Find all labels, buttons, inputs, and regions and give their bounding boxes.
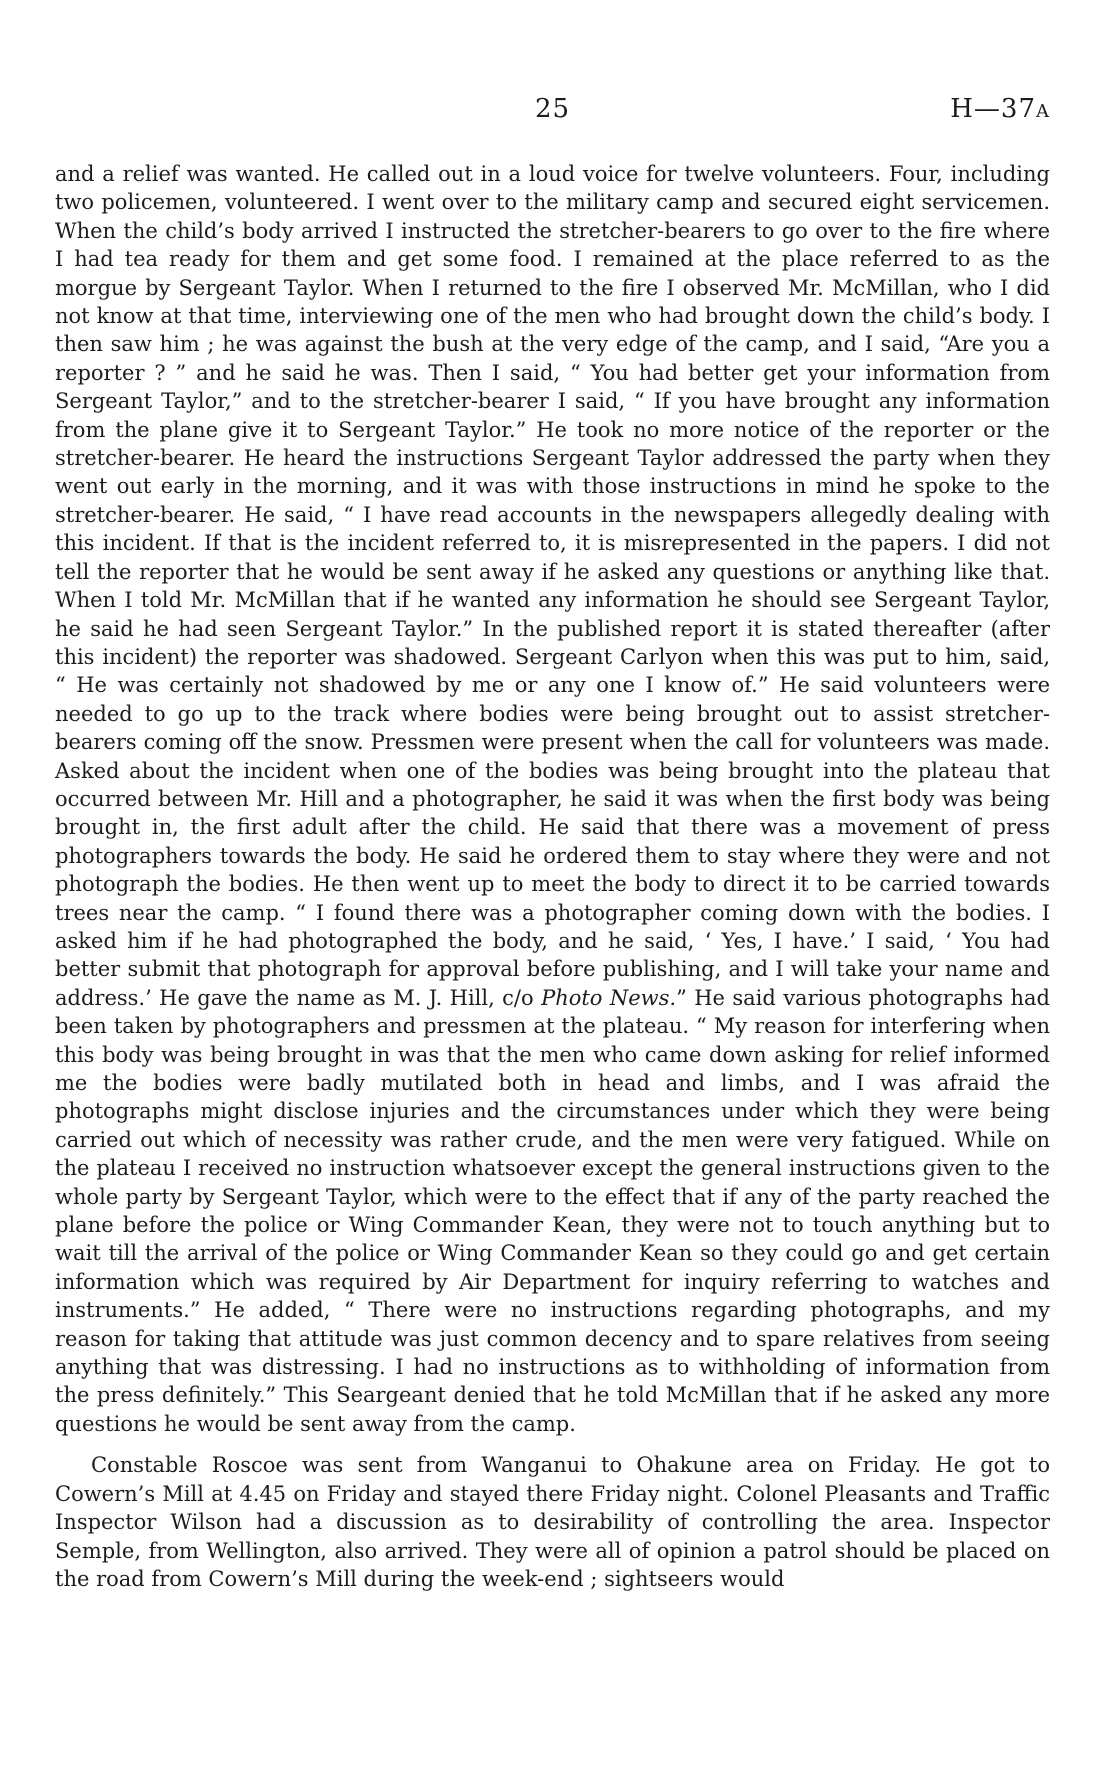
- paragraph-roscoe: Constable Roscoe was sent from Wanganui to Ohakune area on Friday. He got to Cowern’s Mill at 4.45 on Friday and stayed there Friday night. Colonel Pleasants and Traffic Inspector Wilson had a discussion as to desirability of controlling the area. Inspector Semple, from Wellington, also arrived. They were all of opinion a patrol should be placed on the road from Cowern’s Mill during the week-end ; sightseers would: [55, 1453, 1050, 1591]
- publication-name: Photo News.: [541, 985, 677, 1010]
- paragraph-1-part-b: ” He said various photographs had been taken by photographers and pressmen at the plateau. “ My reason for interfering when this body was being brought in was that the men who came down asking for relief informed me the bodies were badly mutilated both in head and limbs, and I was afraid the photographs might disclose injuries and the circumstances under which they were being carried out which of necessity was rather crude, and the men were very fatigued. While on the plateau I received no instruction whatsoever except the general instructions given to the whole party by Sergeant Taylor, which were to the effect that if any of the party reached the plane before the police or Wing Commander Kean, they were not to touch anything but to wait till the arrival of the police or Wing Commander Kean so they could go and get certain information which was required by Air Department for inquiry referring to watches and instruments.” He added, “ There were no instructions regarding photographs, and my reason for taking that attitude was just common decency and to spare relatives from seeing anything that was distressing. I had no instructions as to withholding of information from the press definitely.” This Seargeant denied that he told McMillan that if he asked any more questions he would be sent away from the camp.: [55, 985, 1050, 1436]
- page-header: [55, 94, 1050, 134]
- document-reference-suffix: A: [1036, 101, 1050, 122]
- paragraph-carlyon-statement: [55, 160, 1050, 1438]
- document-reference-main: H—37: [950, 94, 1036, 124]
- document-reference: [950, 94, 1050, 124]
- body-text: [55, 160, 1050, 1593]
- paragraph-1-part-a: and a relief was wanted. He called out in a loud voice for twelve volunteers. Four, including two policemen, volunteered. I went over to the military camp and secured eight servicemen. When the child’s body arrived I instructed the stretcher-bearers to go over to the fire where I had tea ready for them and get some food. I remained at the place referred to as the morgue by Sergeant Taylor. When I returned to the fire I observed Mr. McMillan, who I did not know at that time, interviewing one of the men who had brought down the child’s body. I then saw him ; he was against the bush at the very edge of the camp, and I said, “Are you a reporter ? ” and he said he was. Then I said, “ You had better get your information from Sergeant Taylor,” and to the stretcher-bearer I said, “ If you have brought any information from the plane give it to Sergeant Taylor.” He took no more notice of the reporter or the stretcher-bearer. He heard the instructions Sergeant Taylor addressed the party when they went out early in the morning, and it was with those instructions in mind he spoke to the stretcher-bearer. He said, “ I have read accounts in the newspapers allegedly dealing with this incident. If that is the incident referred to, it is misrepresented in the papers. I did not tell the reporter that he would be sent away if he asked any questions or anything like that. When I told Mr. McMillan that if he wanted any information he should see Sergeant Taylor, he said he had seen Sergeant Taylor.” In the published report it is stated thereafter (after this incident) the reporter was shadowed. Sergeant Carlyon when this was put to him, said, “ He was certainly not shadowed by me or any one I know of.” He said volunteers were needed to go up to the track where bodies were being brought out to assist stretcher-bearers coming off the snow. Pressmen were present when the call for volunteers was made. Asked about the incident when one of the bodies was being brought into the plateau that occurred between Mr. Hill and a photographer, he said it was when the first body was being brought in, the first adult after the child. He said that there was a movement of press photographers towards the body. He said he ordered them to stay where they were and not photograph the bodies. He then went up to meet the body to direct it to be carried towards trees near the camp. “ I found there was a photographer coming down with the bodies. I asked him if he had photographed the body, and he said, ‘ Yes, I have.’ I said, ‘ You had better submit that photograph for approval before publishing, and I will take your name and address.’ He gave the name as M. J. Hill, c/o: [55, 162, 1050, 1010]
- page-number: 25: [534, 94, 571, 124]
